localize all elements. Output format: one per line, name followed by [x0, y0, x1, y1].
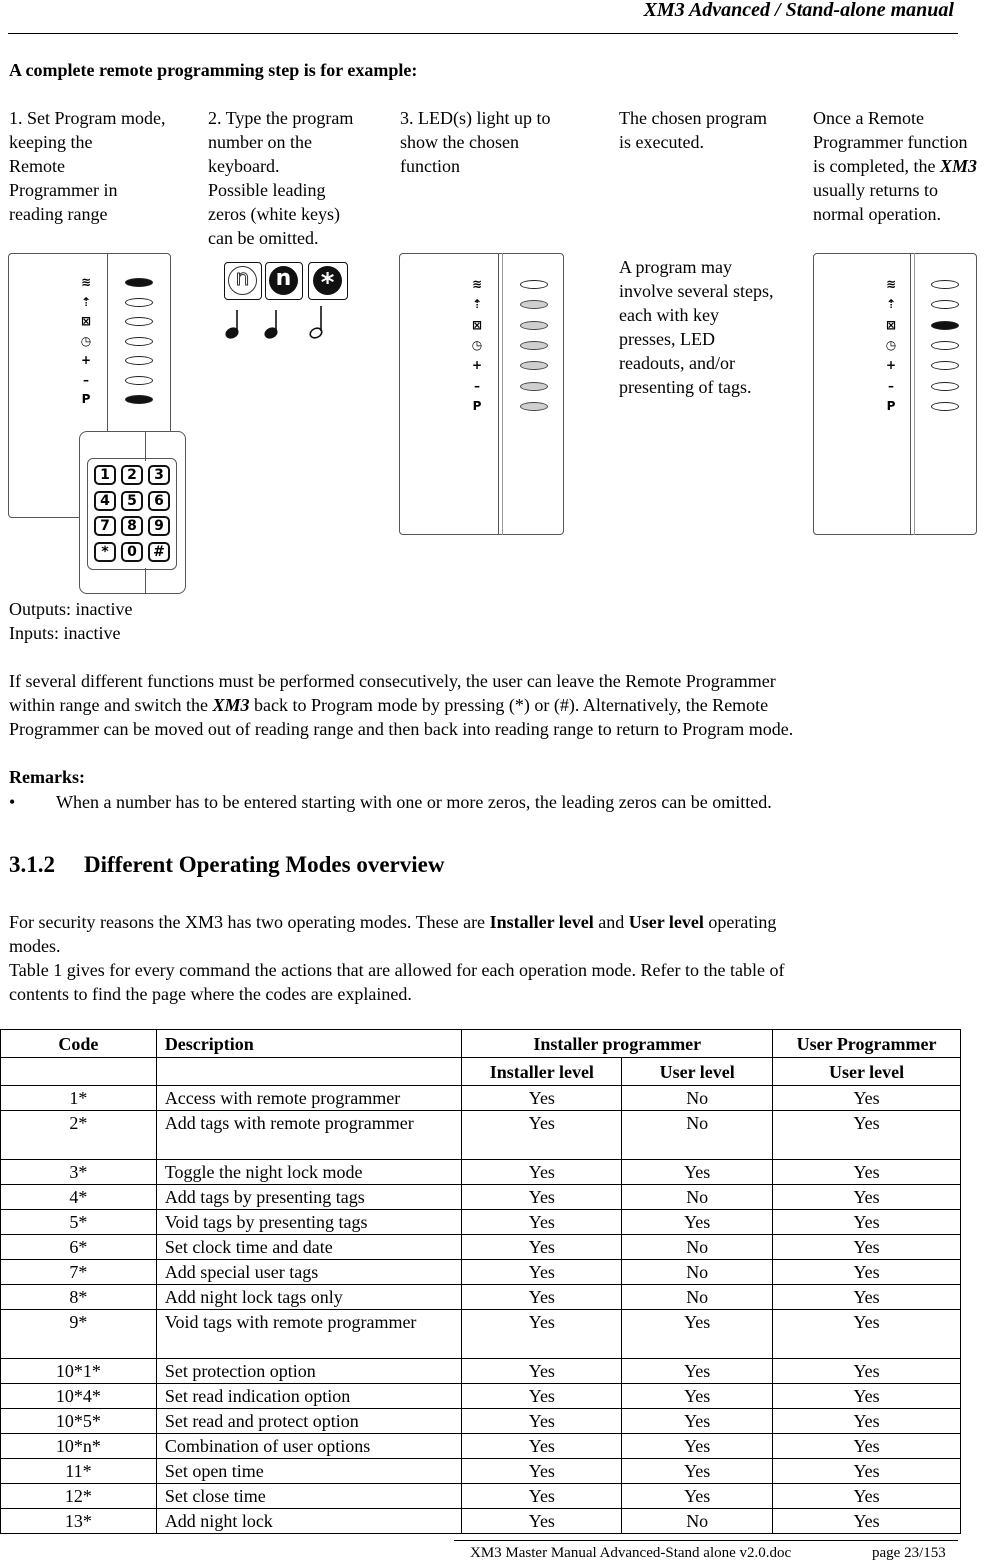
- user-programmer-cell: Yes: [773, 1359, 961, 1384]
- para1-line: within range and switch the: [9, 695, 213, 715]
- user-level-cell: Yes: [622, 1384, 773, 1409]
- led-indicator: [931, 341, 959, 350]
- description-cell: Set clock time and date: [156, 1235, 462, 1260]
- footer-document: XM3 Master Manual Advanced-Stand alone v2.0.doc: [470, 1545, 792, 1561]
- up-icon: ⇡: [471, 297, 483, 312]
- footer-rule: [454, 1540, 958, 1541]
- plus-icon: +: [885, 358, 897, 373]
- table-header-row: [1, 1030, 961, 1058]
- wifi-icon: ≋: [885, 277, 897, 291]
- table-row: [1, 1459, 961, 1484]
- remark-item: When a number has to be entered starting with one or more zeros, the leading zeros can be omitted.: [56, 792, 772, 812]
- description-cell: Add special user tags: [156, 1260, 462, 1285]
- inputs-status: Inputs: inactive: [9, 623, 121, 643]
- keypad-key: 9: [148, 516, 170, 536]
- running-header-title: XM3 Advanced / Stand-alone manual: [643, 0, 954, 21]
- box-x-icon: ⊠: [471, 317, 483, 332]
- para2-line: For security reasons the XM3 has two operating modes. These are: [9, 912, 490, 932]
- description-cell: Add night lock: [156, 1509, 462, 1534]
- keypad-key: 0: [121, 542, 143, 562]
- code-cell: 10*4*: [1, 1384, 157, 1409]
- user-level-cell: Yes: [622, 1409, 773, 1434]
- user-programmer-cell: Yes: [773, 1235, 961, 1260]
- table-row: [1, 1509, 961, 1534]
- code-cell: 2*: [1, 1111, 157, 1160]
- star-glyph: *: [313, 266, 342, 295]
- installer-level-cell: Yes: [462, 1285, 622, 1310]
- table-row: [1, 1235, 961, 1260]
- key-white-n: [224, 262, 262, 300]
- code-cell: 10*n*: [1, 1434, 157, 1459]
- step-5-line: is completed, the: [813, 156, 936, 176]
- step-5-line: usually returns to: [813, 180, 938, 200]
- step-3-line: 3. LED(s) light up to: [400, 108, 551, 128]
- operating-modes-table: [0, 1029, 961, 1534]
- code-cell: 9*: [1, 1310, 157, 1359]
- section-title: Different Operating Modes overview: [84, 852, 445, 877]
- led-indicator: [125, 278, 153, 287]
- step-2-line: number on the: [208, 132, 312, 152]
- user-programmer-cell: Yes: [773, 1086, 961, 1111]
- code-cell: 13*: [1, 1509, 157, 1534]
- para2-line: modes.: [9, 936, 61, 956]
- user-programmer-cell: Yes: [773, 1111, 961, 1160]
- code-cell: 11*: [1, 1459, 157, 1484]
- code-cell: 10*5*: [1, 1409, 157, 1434]
- installer-level-cell: Yes: [462, 1111, 622, 1160]
- subheader-user-level: User level: [622, 1058, 773, 1086]
- code-cell: 10*1*: [1, 1359, 157, 1384]
- user-level-cell: Yes: [622, 1210, 773, 1235]
- outputs-status: Outputs: inactive: [9, 599, 133, 619]
- user-level-cell: No: [622, 1111, 773, 1160]
- step-4b-line: A program may: [619, 257, 732, 277]
- description-cell: Toggle the night lock mode: [156, 1160, 462, 1185]
- table-row: [1, 1310, 961, 1359]
- user-level-cell: Yes: [622, 1459, 773, 1484]
- user-programmer-cell: Yes: [773, 1409, 961, 1434]
- key-press-sequence-icon: [218, 300, 348, 342]
- section-number: 3.1.2: [9, 852, 55, 877]
- user-programmer-cell: Yes: [773, 1509, 961, 1534]
- user-programmer-cell: Yes: [773, 1434, 961, 1459]
- table-row: [1, 1111, 961, 1160]
- reader-panel-3-divider-inner: [502, 253, 503, 535]
- step-5-text: [813, 106, 1002, 226]
- step-3-line: show the chosen: [400, 132, 519, 152]
- step-5-line: Once a Remote: [813, 108, 924, 128]
- description-cell: Set read and protect option: [156, 1409, 462, 1434]
- table-row: [1, 1384, 961, 1409]
- installer-level-cell: Yes: [462, 1310, 622, 1359]
- code-cell: 5*: [1, 1210, 157, 1235]
- led-indicator: [520, 382, 548, 391]
- step-3-line: function: [400, 156, 460, 176]
- para2-line: and: [593, 912, 629, 932]
- installer-level-cell: Yes: [462, 1260, 622, 1285]
- user-programmer-cell: Yes: [773, 1484, 961, 1509]
- header-rule: [8, 33, 958, 34]
- keypad-key: 3: [148, 465, 170, 485]
- header-code: Code: [1, 1030, 157, 1058]
- keypad-top-seam: [145, 431, 146, 461]
- led-indicator: [125, 317, 153, 326]
- code-cell: 8*: [1, 1285, 157, 1310]
- led-indicator: [931, 321, 959, 330]
- installer-level-cell: Yes: [462, 1509, 622, 1534]
- keypad-key: 2: [121, 465, 143, 485]
- description-cell: Set open time: [156, 1459, 462, 1484]
- step-1-line: Programmer in: [9, 180, 118, 200]
- description-cell: Void tags by presenting tags: [156, 1210, 462, 1235]
- user-level-cell: Yes: [622, 1484, 773, 1509]
- installer-level-cell: Yes: [462, 1384, 622, 1409]
- remarks-title: Remarks:: [9, 767, 85, 787]
- description-cell: Set protection option: [156, 1359, 462, 1384]
- step-4-line: is executed.: [619, 132, 704, 152]
- step-2-text: [208, 106, 403, 250]
- installer-level-cell: Yes: [462, 1210, 622, 1235]
- step-3-text: [400, 106, 605, 178]
- para2-line: Table 1 gives for every command the actions that are allowed for each operation mode. Refer to the table of: [9, 960, 785, 980]
- led-indicator: [931, 382, 959, 391]
- description-cell: Void tags with remote programmer: [156, 1310, 462, 1359]
- minus-icon: –: [474, 378, 480, 393]
- brand-xm3: XM3: [939, 156, 977, 176]
- user-programmer-cell: Yes: [773, 1210, 961, 1235]
- subheader-empty: [156, 1058, 462, 1086]
- paragraph-modes: [9, 910, 969, 1006]
- description-cell: Add night lock tags only: [156, 1285, 462, 1310]
- step-5-line: Programmer function: [813, 132, 968, 152]
- plus-icon: +: [80, 353, 92, 367]
- clock-icon: ◷: [885, 337, 897, 352]
- code-cell: 4*: [1, 1185, 157, 1210]
- para2-line: operating: [703, 912, 777, 932]
- up-icon: ⇡: [885, 297, 897, 312]
- step-4b-text: [619, 255, 809, 399]
- p-icon: P: [81, 392, 91, 406]
- step-1-line: Remote: [9, 156, 65, 176]
- n-white-glyph: n: [228, 266, 257, 295]
- step-4b-line: presenting of tags.: [619, 377, 752, 397]
- step-4-line: The chosen program: [619, 108, 767, 128]
- led-indicator: [520, 280, 548, 289]
- brand-xm3: XM3: [212, 695, 250, 715]
- step-4b-line: presses, LED: [619, 329, 715, 349]
- table-row: [1, 1185, 961, 1210]
- user-level-cell: Yes: [622, 1310, 773, 1359]
- description-cell: Access with remote programmer: [156, 1086, 462, 1111]
- user-programmer-cell: Yes: [773, 1285, 961, 1310]
- subheader-empty: [1, 1058, 157, 1086]
- led-indicator: [125, 337, 153, 346]
- step-4b-line: each with key: [619, 305, 719, 325]
- description-cell: Add tags by presenting tags: [156, 1185, 462, 1210]
- user-level-term: User level: [628, 912, 704, 932]
- header-user-programmer: User Programmer: [773, 1030, 961, 1058]
- wifi-icon: ≋: [80, 275, 92, 289]
- installer-level-cell: Yes: [462, 1434, 622, 1459]
- step-2-line: Possible leading: [208, 180, 326, 200]
- led-indicator: [125, 376, 153, 385]
- step-5-line: normal operation.: [813, 204, 941, 224]
- user-level-cell: No: [622, 1086, 773, 1111]
- led-indicator: [520, 321, 548, 330]
- step-4b-line: readouts, and/or: [619, 353, 735, 373]
- user-programmer-cell: Yes: [773, 1160, 961, 1185]
- code-cell: 6*: [1, 1235, 157, 1260]
- description-cell: Add tags with remote programmer: [156, 1111, 462, 1160]
- para1-line: If several different functions must be performed consecutively, the user can leave the Remote Programmer: [9, 671, 776, 691]
- installer-level-cell: Yes: [462, 1160, 622, 1185]
- plus-icon: +: [471, 358, 483, 373]
- minus-icon: –: [888, 378, 894, 393]
- user-level-cell: Yes: [622, 1359, 773, 1384]
- step-2-line: zeros (white keys): [208, 204, 340, 224]
- key-star: [308, 262, 348, 300]
- user-level-cell: No: [622, 1285, 773, 1310]
- key-black-n: [265, 262, 303, 300]
- para2-line: contents to find the page where the codes are explained.: [9, 984, 412, 1004]
- installer-level-cell: Yes: [462, 1484, 622, 1509]
- led-indicator: [931, 402, 959, 411]
- led-indicator: [520, 402, 548, 411]
- p-icon: P: [472, 398, 482, 413]
- header-installer-programmer: Installer programmer: [462, 1030, 773, 1058]
- para1-line: back to Program mode by pressing (*) or (#). Alternatively, the Remote: [249, 695, 769, 715]
- installer-level-cell: Yes: [462, 1409, 622, 1434]
- user-programmer-cell: Yes: [773, 1260, 961, 1285]
- table-subheader-row: [1, 1058, 961, 1086]
- step-1-line: keeping the: [9, 132, 93, 152]
- code-cell: 12*: [1, 1484, 157, 1509]
- subheader-installer-level: Installer level: [462, 1058, 622, 1086]
- description-cell: Combination of user options: [156, 1434, 462, 1459]
- led-indicator: [125, 356, 153, 365]
- keypad-key: 5: [121, 491, 143, 511]
- reader-panel-5: [813, 253, 977, 535]
- installer-level-cell: Yes: [462, 1459, 622, 1484]
- step-2-line: can be omitted.: [208, 228, 319, 248]
- header-description: Description: [156, 1030, 462, 1058]
- step-2-line: 2. Type the program: [208, 108, 354, 128]
- code-cell: 7*: [1, 1260, 157, 1285]
- clock-icon: ◷: [80, 333, 92, 348]
- reader-panel-3-divider: [498, 253, 499, 535]
- subheader-user-level-2: User level: [773, 1058, 961, 1086]
- code-cell: 3*: [1, 1160, 157, 1185]
- led-indicator: [931, 280, 959, 289]
- user-programmer-cell: Yes: [773, 1459, 961, 1484]
- keypad-key: 7: [94, 516, 116, 536]
- box-x-icon: ⊠: [80, 314, 92, 328]
- installer-level-cell: Yes: [462, 1086, 622, 1111]
- led-indicator: [125, 395, 153, 404]
- keypad-bottom-seam: [145, 568, 146, 594]
- user-programmer-cell: Yes: [773, 1310, 961, 1359]
- description-cell: Set close time: [156, 1484, 462, 1509]
- intro-heading: A complete remote programming step is for example:: [9, 60, 418, 80]
- minus-icon: –: [83, 372, 89, 387]
- table-row: [1, 1086, 961, 1111]
- table-row: [1, 1260, 961, 1285]
- p-icon: P: [886, 398, 896, 413]
- reader-panel-5-divider-inner: [914, 253, 915, 535]
- table-row: [1, 1484, 961, 1509]
- clock-icon: ◷: [471, 337, 483, 352]
- table-row: [1, 1160, 961, 1185]
- user-level-cell: Yes: [622, 1434, 773, 1459]
- led-indicator: [125, 298, 153, 307]
- installer-level-term: Installer level: [489, 912, 594, 932]
- step-4b-line: involve several steps,: [619, 281, 774, 301]
- table-row: [1, 1359, 961, 1384]
- installer-level-cell: Yes: [462, 1185, 622, 1210]
- description-cell: Set read indication option: [156, 1384, 462, 1409]
- user-level-cell: Yes: [622, 1160, 773, 1185]
- paragraph-consecutive: [9, 669, 969, 741]
- user-level-cell: No: [622, 1509, 773, 1534]
- reader-panel-3: [399, 253, 564, 535]
- bullet-icon: •: [9, 792, 16, 812]
- installer-level-cell: Yes: [462, 1235, 622, 1260]
- box-x-icon: ⊠: [885, 317, 897, 332]
- footer-page-number: page 23/153: [872, 1545, 946, 1561]
- para1-line: Programmer can be moved out of reading range and then back into reading range to return to Program mode.: [9, 719, 794, 739]
- step-1-line: 1. Set Program mode,: [9, 108, 166, 128]
- reader-panel-5-divider: [910, 253, 911, 535]
- step-4-text: [619, 106, 809, 154]
- n-black-glyph: n: [269, 266, 298, 295]
- step-1-text: [9, 106, 204, 226]
- user-programmer-cell: Yes: [773, 1384, 961, 1409]
- step-1-line: reading range: [9, 204, 108, 224]
- led-indicator: [520, 341, 548, 350]
- installer-level-cell: Yes: [462, 1359, 622, 1384]
- wifi-icon: ≋: [471, 277, 483, 291]
- keypad-key: #: [148, 542, 170, 562]
- keypad-key: 6: [148, 491, 170, 511]
- keypad-key: 1: [94, 465, 116, 485]
- step-2-line: keyboard.: [208, 156, 280, 176]
- keypad-key: 4: [94, 491, 116, 511]
- user-level-cell: No: [622, 1235, 773, 1260]
- user-level-cell: No: [622, 1260, 773, 1285]
- user-level-cell: No: [622, 1185, 773, 1210]
- keypad-key: 8: [121, 516, 143, 536]
- up-icon: ⇡: [80, 294, 92, 309]
- table-row: [1, 1210, 961, 1235]
- user-programmer-cell: Yes: [773, 1185, 961, 1210]
- table-row: [1, 1285, 961, 1310]
- table-row: [1, 1409, 961, 1434]
- code-cell: 1*: [1, 1086, 157, 1111]
- keypad-key: *: [94, 542, 116, 562]
- table-row: [1, 1434, 961, 1459]
